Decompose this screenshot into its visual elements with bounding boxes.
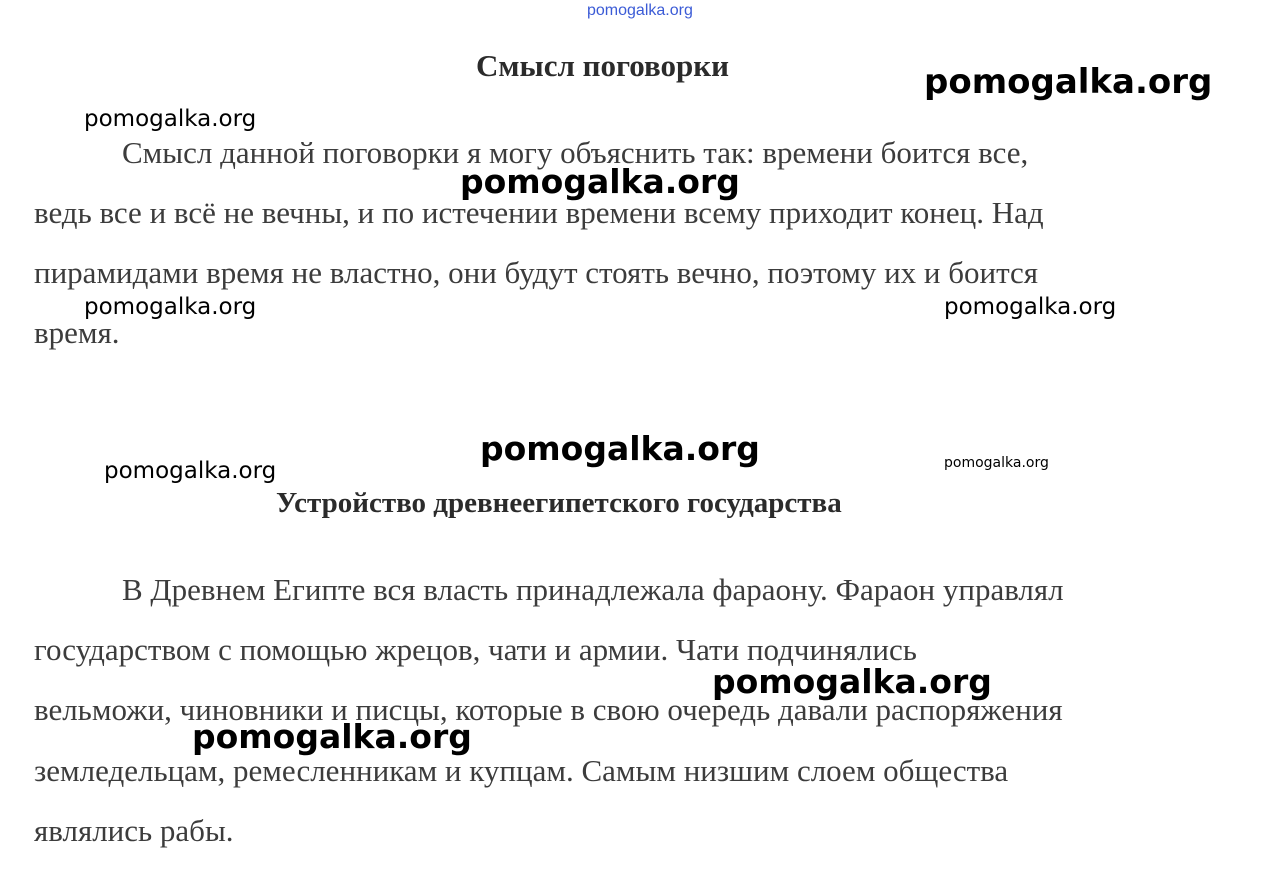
watermark: pomogalka.org [192,717,472,756]
watermark: pomogalka.org [84,106,257,132]
section-title-saying: Смысл поговорки [476,48,729,83]
paragraph-line: время. [34,315,120,350]
paragraph-line: являлись рабы. [34,813,234,848]
paragraph-line: вельможи, чиновники и писцы, которые в свою очередь давали распоряжения [34,692,1063,727]
watermark: pomogalka.org [944,455,1049,471]
section-title-egypt-state: Устройство древнеегипетского государства [276,487,842,519]
watermark: pomogalka.org [104,458,277,484]
watermark-top: pomogalka.org [587,2,693,19]
paragraph-line: пирамидами время не властно, они будут стоять вечно, поэтому их и боится [34,255,1039,290]
watermark: pomogalka.org [84,294,257,320]
watermark: pomogalka.org [924,62,1213,102]
watermark: pomogalka.org [460,162,740,201]
watermark: pomogalka.org [944,294,1117,320]
paragraph-line: государством с помощью жрецов, чати и армии. Чати подчинялись [34,632,917,667]
watermark: pomogalka.org [712,662,992,701]
paragraph-line: Смысл данной поговорки я могу объяснить так: времени боится все, [122,135,1029,170]
watermark: pomogalka.org [480,429,760,468]
paragraph-line: В Древнем Египте вся власть принадлежала фараону. Фараон управлял [122,572,1064,607]
paragraph-line: ведь все и всё не вечны, и по истечении времени всему приходит конец. Над [34,195,1044,230]
paragraph-line: земледельцам, ремесленникам и купцам. Самым низшим слоем общества [34,753,1009,788]
